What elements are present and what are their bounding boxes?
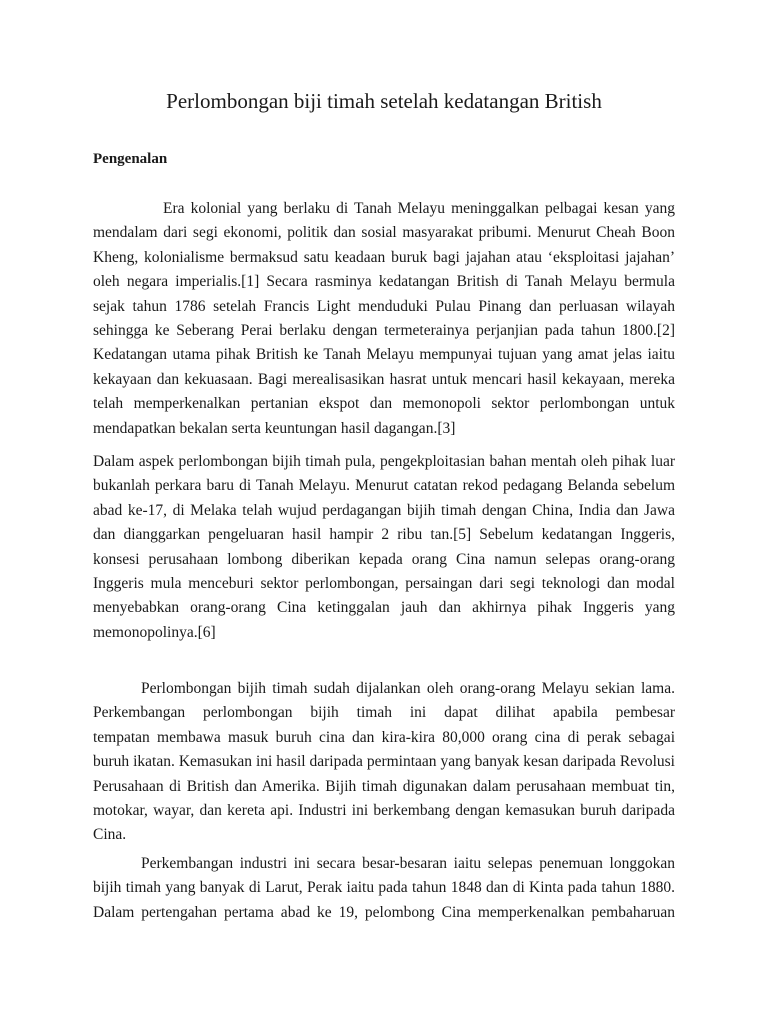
- text-line: memonopolinya.[6]: [93, 623, 216, 641]
- text-line: Kheng, kolonialisme bermaksud satu keadaan buruk bagi jajahan atau ‘eksploitasi jajahan’: [93, 248, 675, 266]
- section-heading: Pengenalan: [93, 151, 168, 167]
- text-line: tempatan membawa masuk buruh cina dan kira-kira 80,000 orang cina di perak sebagai: [93, 728, 675, 746]
- text-line: Kedatangan utama pihak British ke Tanah Melayu mempunyai tujuan yang amat jelas iaitu: [93, 346, 675, 364]
- paragraph-1: [93, 197, 675, 441]
- text-line: Perusahaan di British dan Amerika. Bijih timah digunakan dalam perusahaan membuat tin,: [93, 777, 675, 795]
- paragraph-4: [93, 852, 675, 925]
- text-line: bijih timah yang banyak di Larut, Perak iaitu pada tahun 1848 dan di Kinta pada tahun 1880.: [93, 879, 675, 897]
- text-line: abad ke-17, di Melaka telah wujud perdagangan bijih timah dengan China, India dan Jawa: [93, 501, 675, 519]
- paragraph-3: [93, 677, 675, 848]
- text-line: sejak tahun 1786 setelah Francis Light menduduki Pulau Pinang dan perluasan wilayah: [93, 297, 675, 315]
- text-line: bukanlah perkara baru di Tanah Melayu. Menurut catatan rekod pedagang Belanda sebelum: [93, 477, 675, 495]
- page-title: Perlombongan biji timah setelah kedatangan British: [166, 89, 602, 113]
- text-line: Perlombongan bijih timah sudah dijalankan oleh orang-orang Melayu sekian lama.: [141, 680, 675, 697]
- text-line: Dalam pertengahan pertama abad ke 19, pelombong Cina memperkenalkan pembaharuan: [93, 903, 675, 921]
- text-line: sehingga ke Seberang Perai berlaku dengan termeterainya perjanjian pada tahun 1800.[2]: [93, 321, 675, 339]
- text-line: konsesi perusahaan lombong diberikan kepada orang Cina namun selepas orang-orang: [93, 550, 675, 568]
- text-line: menyebabkan orang-orang Cina ketinggalan jauh dan akhirnya pihak Inggeris yang: [93, 599, 675, 617]
- text-line: Inggeris mula menceburi sektor perlombongan, persaingan dari segi teknologi dan modal: [93, 574, 675, 592]
- text-line: oleh negara imperialis.[1] Secara rasminya kedatangan British di Tanah Melayu bermula: [93, 273, 675, 291]
- text-line: buruh ikatan. Kemasukan ini hasil daripada permintaan yang banyak kesan daripada Revolusi: [93, 753, 675, 771]
- text-line: kekayaan dan kekuasaan. Bagi merealisasikan hasrat untuk mencari hasil kekayaan, mereka: [93, 370, 675, 388]
- text-line: Perkembangan perlombongan bijih timah ini dapat dilihat apabila pembesar: [93, 704, 675, 722]
- text-line: mendalam dari segi ekonomi, politik dan sosial masyarakat pribumi. Menurut Cheah Boon: [93, 224, 675, 242]
- text-line: motokar, wayar, dan kereta api. Industri ini berkembang dengan kemasukan buruh daripada: [93, 801, 675, 819]
- text-line: dan dianggarkan pengeluaran hasil hampir 2 ribu tan.[5] Sebelum kedatangan Inggeris,: [93, 526, 675, 544]
- text-line: Dalam aspek perlombongan bijih timah pula, pengekploitasian bahan mentah oleh pihak luar: [93, 453, 675, 470]
- paragraph-2: [93, 450, 675, 645]
- text-line: Perkembangan industri ini secara besar-besaran iaitu selepas penemuan longgokan: [141, 855, 675, 872]
- text-line: Era kolonial yang berlaku di Tanah Melayu meninggalkan pelbagai kesan yang: [163, 200, 675, 217]
- text-line: mendapatkan bekalan serta keuntungan hasil dagangan.[3]: [93, 419, 456, 437]
- text-line: telah memperkenalkan pertanian ekspot dan memonopoli sektor perlombongan untuk: [93, 395, 675, 413]
- text-line: Cina.: [93, 826, 127, 844]
